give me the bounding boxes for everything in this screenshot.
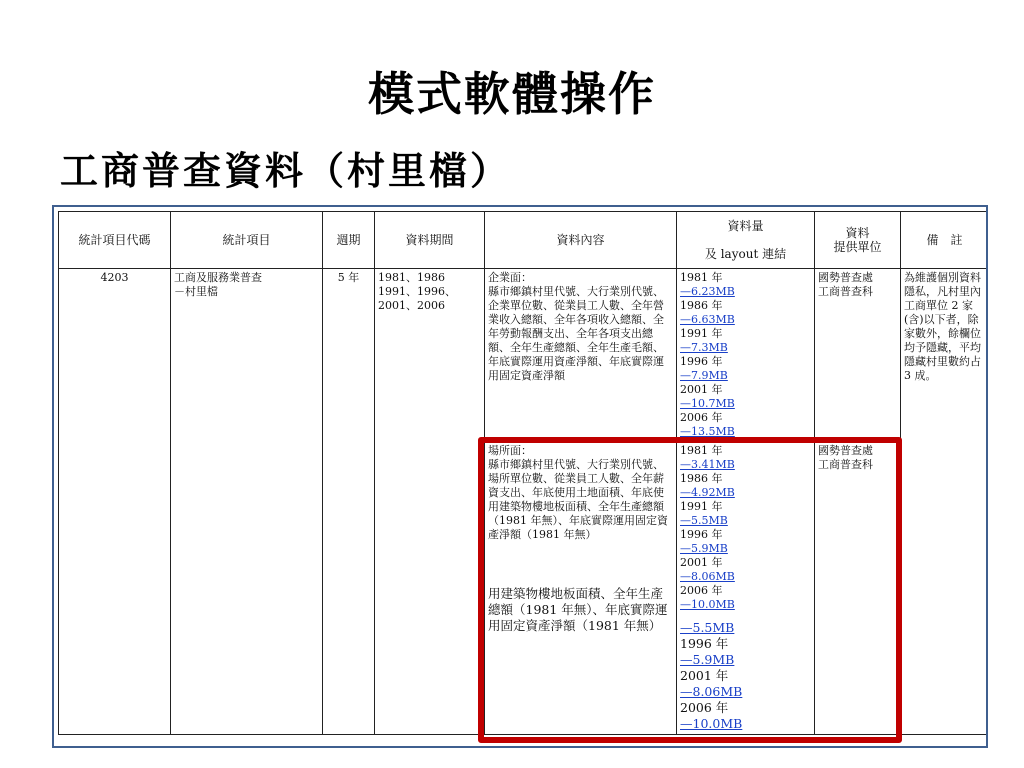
slide-title: 模式軟體操作 [368,67,656,121]
size-link[interactable]: —10.0MB [680,598,735,611]
size-year: 1986 年 [680,472,723,485]
cell-size-establishment [677,442,815,735]
size-link[interactable]: —10.7MB [680,397,735,410]
cell-code: 4203 [59,269,171,735]
cell-content-establishment [485,442,677,735]
cell-period: 5 年 [323,269,375,735]
size-link[interactable]: —4.92MB [680,486,735,499]
size-link[interactable]: —5.5MB [680,514,728,527]
content-establishment-repeat: 用建築物樓地板面積、全年生產總額（1981 年無）、年底實際運用固定資產淨額（1981 年無） [488,586,668,633]
header-period: 週期 [323,212,375,269]
cell-content-enterprise: 企業面： 縣市鄉鎮村里代號、大行業別代號、企業單位數、從業員工人數、全年營業收入總額、全年各項收入總額、全年勞動報酬支出、全年各項支出總額、全年生產總額、全年生產毛額、年底實際運用資產淨額、年底實際運用固定資產淨額 [485,269,677,442]
size-year: 1991 年 [680,500,723,513]
cell-provider-establishment: 國勢普查處 工商普查科 [815,442,901,735]
header-content: 資料內容 [485,212,677,269]
size-year: 2006 年 [680,584,723,597]
header-provider: 資料 提供單位 [815,212,901,269]
size-year: 1981 年 [680,271,723,284]
size-year: 1996 年 [680,355,723,368]
size-year: 2001 年 [680,668,729,683]
size-link[interactable]: —5.9MB [680,542,728,555]
table-header-row [59,212,989,269]
cell-provider-enterprise: 國勢普查處 工商普查科 [815,269,901,442]
size-link[interactable]: —5.9MB [680,652,735,667]
size-link[interactable]: —13.5MB [680,425,735,438]
size-year: 2006 年 [680,700,729,715]
cell-item: 工商及服務業普查 －村里檔 [171,269,323,735]
size-year: 2001 年 [680,556,723,569]
size-link[interactable]: —8.06MB [680,684,743,699]
size-link[interactable]: —6.63MB [680,313,735,326]
slide-subtitle: 工商普查資料（村里檔） [60,149,512,193]
header-code: 統計項目代碼 [59,212,171,269]
header-dates: 資料期間 [375,212,485,269]
size-link[interactable]: —7.9MB [680,369,728,382]
size-link[interactable]: —3.41MB [680,458,735,471]
size-year: 1996 年 [680,636,729,651]
header-notes: 備 註 [901,212,989,269]
size-year: 1996 年 [680,528,723,541]
header-size-sub: 及 layout 連結 [704,247,787,261]
size-link[interactable]: —5.5MB [680,620,735,635]
size-year: 1986 年 [680,299,723,312]
size-link[interactable]: —8.06MB [680,570,735,583]
content-establishment-text: 場所面： 縣市鄉鎮村里代號、大行業別代號、場所單位數、從業員工人數、全年薪資支出、年底使用土地面積、年底使用建築物樓地板面積、全年生產總額（1981 年無）、年底實際運用固定資產淨額（1981 年無） [488,444,668,541]
cell-dates: 1981、1986 1991、1996、 2001、2006 [375,269,485,735]
size-link[interactable]: —7.3MB [680,341,728,354]
document-image-frame [52,205,988,748]
header-size [677,212,815,269]
cell-notes: 為維護個別資料隱私，凡村里內工商單位 2 家(含)以下者，除家數外，餘欄位均予隱藏，平均隱藏村里數約占 3 成。 [901,269,989,735]
size-link[interactable]: —6.23MB [680,285,735,298]
size-link[interactable]: —10.0MB [680,716,743,731]
size-year: 1981 年 [680,444,723,457]
size-year: 1991 年 [680,327,723,340]
size-year: 2006 年 [680,411,723,424]
size-year: 2001 年 [680,383,723,396]
statistics-table [58,211,988,735]
cell-size-enterprise [677,269,815,442]
header-item: 統計項目 [171,212,323,269]
table-row [59,269,989,442]
header-size-label: 資料量 [727,219,764,233]
